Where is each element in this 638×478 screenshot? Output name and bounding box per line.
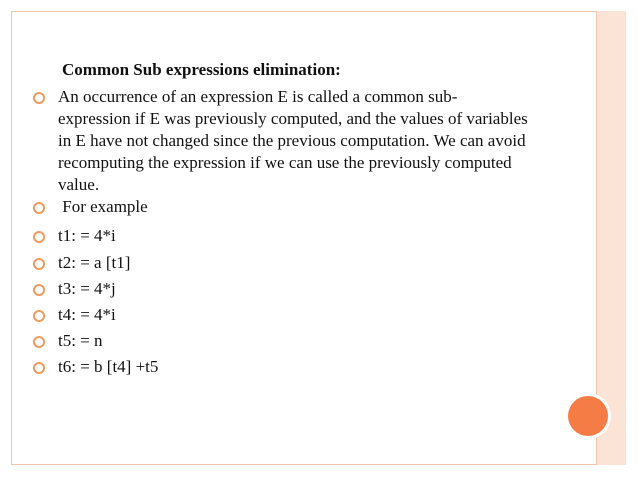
bullet-text: t4: = 4*i xyxy=(58,305,116,324)
slide-heading: Common Sub expressions elimination: xyxy=(62,60,341,79)
ring-bullet-icon xyxy=(33,202,45,214)
bullet-text: t6: = b [t4] +t5 xyxy=(58,357,159,376)
bullet-text: For example xyxy=(58,197,148,216)
bullet-text: t1: = 4*i xyxy=(58,226,116,245)
ring-bullet-icon xyxy=(33,310,45,322)
ring-bullet-icon xyxy=(33,284,45,296)
bullet-text: t5: = n xyxy=(58,331,103,350)
ring-bullet-icon xyxy=(33,258,45,270)
bullet-text: t2: = a [t1] xyxy=(58,253,131,272)
bullet-text: t3: = 4*j xyxy=(58,279,116,298)
ring-bullet-icon xyxy=(33,336,45,348)
bullet-text: An occurrence of an expression E is called a common sub-expression if E was previously computed, and the values of variables in E have not changed since the previous computation. We can avoid recomputing the expression if we can use the previously computed value. xyxy=(58,87,528,194)
ring-bullet-icon xyxy=(33,92,45,104)
ring-bullet-icon xyxy=(33,231,45,243)
ring-bullet-icon xyxy=(33,362,45,374)
